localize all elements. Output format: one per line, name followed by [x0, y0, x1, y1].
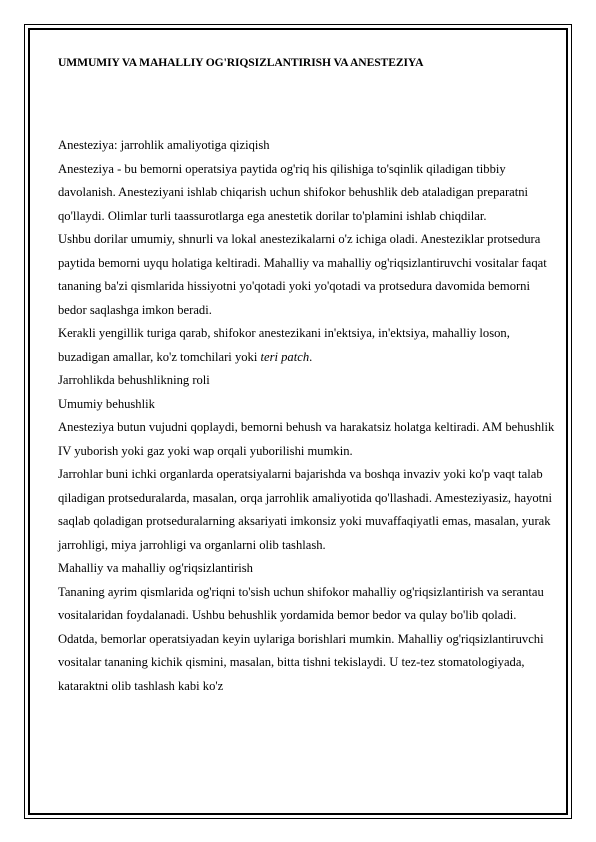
- paragraph-heading-local: Mahalliy va mahalliy og'riqsizlantirish: [58, 561, 253, 575]
- paragraph-delivery-methods: [58, 322, 558, 369]
- paragraph-drug-types: Ushbu dorilar umumiy, shnurli va lokal anestezikalarni o'z ichiga oladi. Anesteziklar protsedura paytida bemorni uyqu holatiga keltiradi. Mahalliy va mahalliy og'riqsizlantiruvchi vositalar faqat tananing ba'zi qismlarida hissiyotni yo'qotadi yoki yo'qotadi va protsedura davomida bemorni bedor saqlashga imkon beradi.: [58, 232, 547, 317]
- delivery-methods-tail: .: [309, 349, 313, 364]
- paragraph-heading-interest: Anesteziya: jarrohlik amaliyotiga qiziqish: [58, 138, 270, 152]
- paragraph-general-anesthesia: Anesteziya butun vujudni qoplaydi, bemorni behush va harakatsiz holatga keltiradi. AM behushlik IV yuborish yoki gaz yoki wap orqali yuborilishi mumkin.: [58, 420, 555, 458]
- document-content: [58, 50, 558, 698]
- document-body: [58, 134, 558, 698]
- delivery-methods-italic: teri patch: [260, 349, 310, 364]
- delivery-methods-text: Kerakli yengillik turiga qarab, shifokor anestezikani in'ektsiya, in'ektsiya, mahalliy loson, buzadigan amallar, ko'z tomchilari yoki: [58, 326, 510, 364]
- document-title: UMMUMIY VA MAHALLIY OG'RIQSIZLANTIRISH VA ANESTEZIYA: [58, 56, 424, 69]
- paragraph-heading-role: Jarrohlikda behushlikning roli: [58, 373, 210, 387]
- paragraph-surgeons-use: Jarrohlar buni ichki organlarda operatsiyalarni bajarishda va boshqa invaziv yoki ko'p vaqt talab qiladigan protseduralarda, masalan, orqa jarrohlik amaliyotida qo'llashadi. Amesteziyasiz, hayotni saqlab qoladigan protseduralarning aksariyati imkonsiz yoki muvaffaqiyatli emas, masalan, yurak jarrohligi, miya jarrohligi va organlarni olib tashlash.: [58, 467, 552, 552]
- paragraph-heading-general: Umumiy behushlik: [58, 396, 155, 411]
- paragraph-local-anesthesia: Tananing ayrim qismlarida og'riqni to'sish uchun shifokor mahalliy og'riqsizlantirish va serantau vositalaridan foydalanadi. Ushbu behushlik yordamida bemor bedor va qulay bo'lib qoladi. Odatda, bemorlar operatsiyadan keyin uylariga borishlari mumkin. Mahalliy og'riqsizlantiruvchi vositalar tananing kichik qismini, masalan, bitta tishni tekislaydi. U tez-tez stomatologiyada, kataraktni olib tashlash kabi ko'z: [58, 584, 544, 693]
- paragraph-definition: Anesteziya - bu bemorni operatsiya paytida og'riq his qilishiga to'sqinlik qiladigan tibbiy davolanish. Anesteziyani ishlab chiqarish uchun shifokor behushlik deb ataladigan preparatni qo'llaydi. Olimlar turli taassurotlarga ega anestetik dorilar to'plamini ishlab chiqdilar.: [58, 161, 529, 223]
